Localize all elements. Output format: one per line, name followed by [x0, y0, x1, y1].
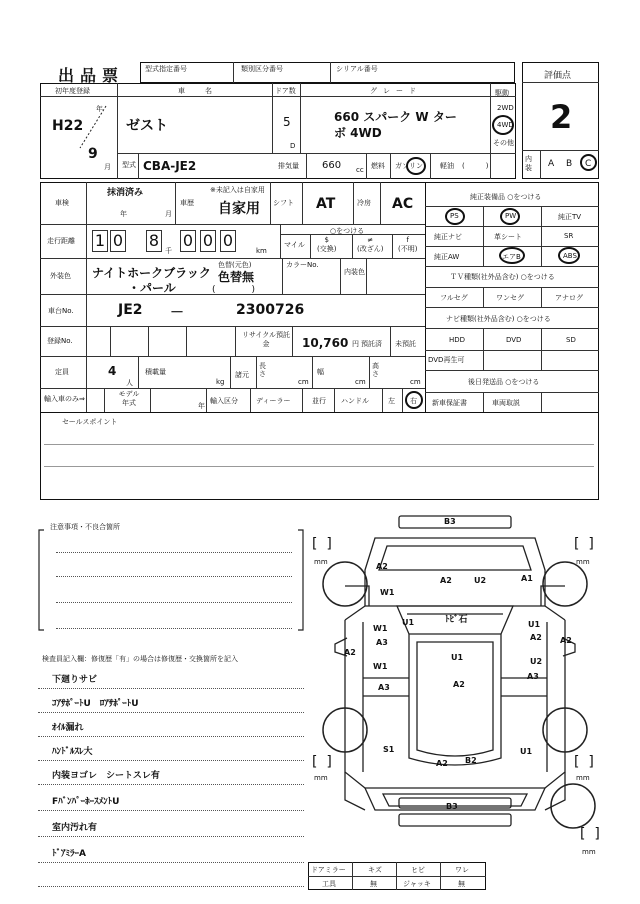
tv-oneseg: ワンセグ [496, 294, 524, 302]
color-label: 外装色 [50, 272, 71, 280]
dmg-a2-l: A2 [344, 648, 356, 657]
dmg-u2-hood: U2 [474, 576, 487, 585]
km-unit: km [256, 247, 267, 255]
color-name-2: ・パール [128, 281, 176, 295]
fuel-paren: ( ) [462, 162, 489, 170]
dmg-tobi: ﾄﾋﾞ石 [445, 615, 468, 625]
recycle-value: 10,760 [302, 336, 349, 350]
navi-sd: SD [566, 336, 576, 344]
length-label: 長さ [259, 362, 266, 378]
registration-label: 登録No. [47, 337, 73, 345]
mileage-digit-4: 0 [180, 230, 196, 252]
load-label: 積載量 [145, 368, 166, 376]
sales-points-label: セールスポイント [62, 418, 118, 426]
mileage-digit-2: 0 [110, 230, 126, 252]
frame-number: 2300726 [236, 302, 305, 318]
dvd-playback: DVD再生可 [428, 356, 465, 364]
equip-airbag: エアB [502, 253, 521, 261]
color-change-value: 色替無 [218, 270, 255, 284]
dmg-w1-l: W1 [373, 624, 388, 633]
equip-leather: 革シート [494, 233, 522, 241]
frame-dash: － [170, 305, 184, 321]
mm-spare: mm [582, 848, 596, 856]
dmg-a3-l2: A3 [378, 683, 390, 692]
capacity-unit: 人 [126, 379, 133, 387]
note-line-3: ｵｲﾙ漏れ [52, 723, 84, 733]
mm-fr: mm [576, 558, 590, 566]
note-line-2: ｺｱｻﾎﾟｰﾄU ﾛｱｻﾎﾟｰﾄU [52, 699, 139, 709]
equipment-title: 純正装備品 ○をつける [470, 193, 542, 201]
name-label: 車名 [178, 87, 232, 95]
door-unit: D [290, 142, 296, 150]
dmg-a1-fr: A1 [521, 574, 533, 583]
doors-label: ドア数 [275, 87, 296, 95]
inspection-label: 車検 [55, 199, 69, 207]
shift-label: シフト [273, 199, 294, 207]
interior-label: 内装 [525, 155, 532, 172]
equip-pw: PW [505, 212, 517, 220]
fuel-light-oil: 軽油 [440, 162, 454, 170]
navi-title: ナビ種類(社外品含む) ○をつける [446, 315, 551, 323]
grade-line-2: ボ 4WD [334, 126, 382, 140]
height-label: 高さ [372, 362, 379, 378]
dmg-a2-hood: A2 [440, 576, 452, 585]
interior-grade-b: B [566, 159, 573, 169]
frame-label: 車台No. [48, 307, 74, 315]
equip-abs-circle [558, 247, 580, 264]
color-name-1: ナイトホークブラック [92, 266, 211, 280]
year-unit: 年 [96, 105, 103, 113]
history-value: 自家用 [218, 201, 260, 217]
handle-right-circle [405, 391, 423, 409]
car-name: ゼスト [126, 118, 168, 134]
tampered-option: ≠ (改ざん) [357, 236, 384, 253]
drive-label: 駆動 [495, 89, 509, 97]
drive-2wd: 2WD [497, 104, 514, 112]
note-line-8: ﾄﾞｱﾐﾗｰA [52, 849, 86, 859]
capacity-label: 定員 [55, 368, 69, 376]
recycle-not-deposited: 未預託 [395, 340, 416, 348]
history-note: ※未記入は自家用 [210, 186, 265, 194]
tire-bracket-rl: [ ] [312, 754, 332, 770]
exchange-option: $ (交換) [317, 236, 337, 253]
score-label: 評価点 [544, 71, 572, 81]
fuel-gasoline: ガソリン [395, 162, 423, 170]
displacement-label: 排気量 [278, 162, 299, 170]
length-cm: cm [298, 378, 309, 386]
cc-unit: cc [356, 166, 364, 174]
navi-hdd: HDD [449, 336, 466, 344]
model-cert-no-label: 型式指定番号 [145, 65, 187, 73]
equip-sr: SR [564, 232, 574, 240]
model-year-label: モデル年式 [118, 390, 140, 407]
parts-header-mirror: ドアミラー [311, 866, 346, 874]
import-year-unit: 年 [198, 402, 205, 410]
fuel-label: 燃料 [371, 162, 385, 170]
handle-left: 左 [388, 397, 395, 405]
doors-value: 5 [283, 115, 291, 129]
mileage-digit-6: 0 [220, 230, 236, 252]
warranty-doc: 新車保証書 [432, 399, 467, 407]
equip-abs: ABS [563, 252, 577, 260]
recycle-label: リサイクル預託金 [241, 331, 291, 348]
mileage-digit-3: 8 [146, 230, 162, 252]
inspection-status: 抹消済み [107, 188, 144, 198]
tire-bracket-rr: [ ] [574, 754, 594, 770]
page-title: 出品票 [58, 66, 125, 85]
equip-ps-circle [445, 208, 465, 225]
notes-bracket [38, 528, 304, 632]
tv-title: ＴＶ種類(社外品含む) ○をつける [450, 273, 555, 281]
grade-c-circle [580, 154, 597, 171]
dmg-a3-l: A3 [376, 638, 388, 647]
color-change-label: 色替(元色) [218, 261, 252, 269]
dmg-a3-r: A3 [527, 672, 539, 681]
shift-value: AT [316, 196, 336, 212]
first-reg-month: 9 [88, 146, 98, 162]
dmg-u2-r: U2 [530, 657, 543, 666]
parts-jack-value: 無 [458, 880, 465, 888]
parts-header-scratch: キズ [368, 866, 382, 874]
equip-airbag-circle [499, 247, 525, 264]
interior-grade-c: C [585, 159, 592, 169]
tire-bracket-fl: [ ] [312, 536, 332, 552]
dmg-a2-rear: A2 [436, 759, 448, 768]
tv-analog: アナログ [555, 294, 583, 302]
kg-unit: kg [216, 378, 225, 386]
height-cm: cm [410, 378, 421, 386]
note-line-1: 下廻りサビ [52, 675, 98, 685]
mileage-digit-5: 0 [200, 230, 216, 252]
mm-rr: mm [576, 774, 590, 782]
recycle-deposited: 預託済 [361, 340, 382, 348]
dmg-w1-fl: W1 [380, 588, 395, 597]
interior-grade-a: A [548, 159, 555, 169]
frame-prefix: JE2 [118, 302, 143, 318]
drive-4wd-circle [492, 115, 514, 135]
month-unit: 月 [104, 163, 111, 171]
mm-rl: mm [314, 774, 328, 782]
first-reg-label: 初年度登録 [55, 87, 90, 95]
diagonal-slash [78, 104, 108, 150]
ac-value: AC [392, 196, 414, 212]
color-change-paren: ( ) [212, 285, 256, 295]
dmg-a2-c: A2 [453, 680, 465, 689]
dmg-b3-bottom: B3 [446, 802, 458, 811]
parts-header-break: ワレ [455, 866, 469, 874]
car-body-diagram [305, 510, 605, 870]
note-line-4: ﾊﾝﾄﾞﾙｽﾚ大 [52, 747, 93, 757]
dmg-a2-r: A2 [530, 633, 542, 642]
dmg-a2-rr: A2 [560, 636, 572, 645]
score-value: 2 [550, 98, 573, 136]
dmg-b2: B2 [465, 756, 477, 765]
import-dealer: ディーラー [256, 397, 291, 405]
serial-no-label: シリアル番号 [336, 65, 378, 73]
handle-right: 右 [410, 397, 417, 405]
note-line-7: 室内汚れ有 [52, 823, 98, 833]
equip-aw: 純正AW [434, 253, 460, 261]
color-no-label: カラーNo. [286, 261, 319, 269]
thousand-unit: 千 [165, 247, 172, 255]
drive-other: その他 [493, 139, 514, 147]
navi-dvd: DVD [506, 336, 522, 344]
manual-doc: 車両取説 [492, 399, 520, 407]
note-line-6: FﾊﾞﾝﾊﾟｰﾎｰｽﾒﾝﾄU [52, 797, 120, 807]
import-label: 輸入車のみ⇒ [44, 395, 85, 403]
history-label: 車歴 [180, 199, 194, 207]
parts-tools-value: 無 [370, 880, 377, 888]
parts-tools-label: 工具 [322, 880, 336, 888]
displacement-value: 660 [322, 160, 342, 171]
parts-header-crack: ヒビ [411, 866, 425, 874]
dmg-b3-top: B3 [444, 517, 456, 526]
tire-bracket-fr: [ ] [574, 536, 594, 552]
mileage-digit-1: 1 [92, 230, 108, 252]
equip-pw-circle [500, 208, 520, 225]
fuel-gasoline-circle [406, 157, 426, 175]
notes-label: 注意事項・不良合箇所 [50, 523, 120, 531]
dmg-a2-fl: A2 [376, 562, 388, 571]
handle-label: ハンドル [341, 397, 369, 405]
dmg-s1: S1 [383, 745, 395, 754]
width-label: 幅 [317, 368, 324, 376]
recycle-yen: 円 [352, 340, 359, 348]
dmg-u1-r: U1 [528, 620, 541, 629]
dmg-u1-c: U1 [451, 653, 464, 662]
equip-navi: 純正ナビ [434, 233, 462, 241]
inspection-month: 月 [165, 210, 172, 218]
equip-ps: PS [450, 212, 459, 220]
parts-jack-label: ジャッキ [403, 880, 431, 888]
unknown-option: f (不明) [398, 236, 418, 253]
dmg-u1-l: U1 [402, 618, 415, 627]
dims-label: 諸元 [235, 371, 249, 379]
drive-4wd: 4WD [497, 121, 514, 129]
option-title: 後日発送品 ○をつける [468, 378, 540, 386]
tv-fullseg: フルセグ [440, 294, 468, 302]
mm-fl: mm [314, 558, 328, 566]
mileage-circle-note: ○をつける [330, 227, 365, 235]
inspector-label: 検査員記入欄：修復歴「有」の場合は修復歴・交換箇所を記入 [42, 655, 238, 663]
ac-label: 冷房 [357, 199, 371, 207]
import-category-label: 輸入区分 [210, 397, 238, 405]
model-value: CBA-JE2 [143, 159, 197, 173]
import-parallel: 並行 [312, 397, 326, 405]
class-no-label: 類別区分番号 [241, 65, 283, 73]
equip-tv: 純正TV [558, 213, 582, 221]
dmg-w1-l2: W1 [373, 662, 388, 671]
first-reg-era: H22 [52, 118, 84, 134]
grade-line-1: 660 スパーク W ター [334, 110, 457, 124]
capacity-value: 4 [108, 364, 117, 378]
grade-label: グレード [370, 87, 422, 95]
tire-bracket-spare: [ ] [580, 826, 600, 842]
inspection-year: 年 [120, 210, 127, 218]
mileage-label: 走行距離 [47, 237, 75, 245]
interior-color-label: 内装色 [344, 268, 365, 276]
note-line-5: 内装ヨゴレ シートスレ有 [52, 771, 160, 781]
mile-option: マイル [284, 241, 305, 249]
width-cm: cm [355, 378, 366, 386]
model-label: 型式 [122, 161, 136, 169]
dmg-u1-rear: U1 [520, 747, 533, 756]
